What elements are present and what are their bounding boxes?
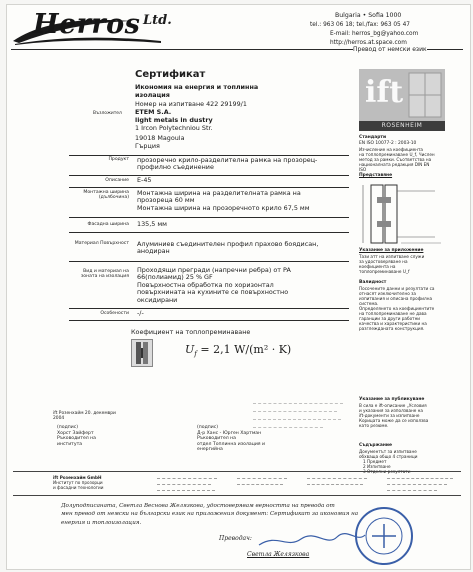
signatory-title: Ръководител на bbox=[197, 436, 236, 442]
field-label-facade: Фасадна ширина bbox=[87, 222, 129, 227]
ift-contents-line: Документът за изпитване bbox=[359, 449, 417, 454]
ift-standard-line: националната редакция DIN EN bbox=[359, 162, 430, 167]
field-value-facade: 135,5 мм bbox=[137, 220, 167, 228]
field-label-material: Материал Повърхност bbox=[74, 241, 129, 246]
formula-subscript: f bbox=[194, 350, 197, 359]
formula-symbol: U bbox=[185, 343, 195, 356]
ift-validity-text bbox=[359, 286, 434, 331]
ift-validity-line: гаранции за други работни bbox=[359, 316, 421, 321]
ift-standards-label: Стандарти bbox=[359, 135, 387, 140]
field-line: Монтажна ширина на разделителната рамка на bbox=[137, 189, 301, 197]
ift-publication-label: Указание за публикуване bbox=[359, 397, 425, 402]
company-logo bbox=[11, 11, 181, 45]
ift-validity-line: изпитвания и описана профилна bbox=[359, 296, 433, 301]
certificate-subtitle2: изолация bbox=[135, 91, 170, 99]
signatory-title: Ръководител на bbox=[57, 436, 96, 442]
ift-contents-line: 2 Изпитване bbox=[363, 464, 391, 469]
client-line: Гърция bbox=[135, 142, 160, 151]
translator-note bbox=[61, 502, 358, 527]
field-line: Проходящи прегради (напречни ребра) от PA bbox=[137, 266, 291, 274]
ift-usage-label: Указание за приложение bbox=[359, 248, 424, 253]
footer-rule bbox=[13, 471, 461, 472]
ift-standard-line: метод за рамки. Съответства на bbox=[359, 157, 432, 162]
ift-contents-line: 1 Предмет bbox=[363, 459, 387, 464]
ift-publication-line: и указания за използване на bbox=[359, 408, 423, 413]
client-block bbox=[135, 109, 213, 151]
ift-usage-line: коефициента на bbox=[359, 264, 396, 269]
field-label-insulation: Вид и материал на зоната на изолация bbox=[80, 269, 129, 280]
ift-validity-line: Определянето на коефициентите bbox=[359, 306, 435, 311]
client-label: Възложител bbox=[93, 111, 122, 116]
right-signature-block bbox=[197, 425, 265, 453]
footer-line: Институт по прозорци bbox=[53, 480, 103, 485]
table-rule bbox=[69, 187, 349, 188]
ift-validity-line: отнасят изключително за bbox=[359, 291, 416, 296]
field-label-description: Описание bbox=[105, 178, 129, 183]
table-rule bbox=[69, 308, 349, 309]
signatory-name: Д-р Ханс - Юрген Хартман bbox=[197, 430, 262, 436]
translator-note-line: мен превод от немски на български език на приложения документ: Сертификат за икономия на bbox=[61, 511, 359, 518]
field-line: анодиран bbox=[137, 247, 170, 256]
ift-usage-text bbox=[359, 254, 424, 274]
field-value-product bbox=[137, 157, 317, 172]
field-line: прозореца 60 мм bbox=[137, 196, 195, 205]
company-address-line1: Bulgaria • Sofia 1000 bbox=[335, 12, 402, 19]
ift-usage-line: за удостоверяване на bbox=[359, 259, 408, 264]
logo-text: Herros bbox=[33, 9, 141, 40]
field-line: оксидирани bbox=[137, 295, 178, 304]
field-value-insulation bbox=[137, 267, 291, 304]
field-line: повърхнината на кухините се повърхностно bbox=[137, 288, 289, 297]
signatory-title: института bbox=[57, 441, 83, 447]
table-rule bbox=[69, 320, 349, 321]
formula bbox=[185, 343, 291, 358]
field-value-mounting bbox=[137, 190, 310, 212]
faint-background-text bbox=[253, 397, 343, 437]
client-line: 1 Ircon Polytechniou Str. bbox=[135, 123, 213, 132]
field-line: Алуминиев съединителен профил прахово боядисан, bbox=[137, 240, 319, 248]
ift-validity-label: Валидност bbox=[359, 280, 387, 285]
signatory-name: Хорст Зайферт bbox=[57, 430, 94, 436]
field-line: Монтажна ширина на прозоречното крило 67,5 мм bbox=[137, 203, 310, 212]
table-rule bbox=[69, 175, 349, 176]
footer-rule bbox=[13, 495, 461, 496]
client-line: light metals in dustry bbox=[135, 115, 213, 124]
coefficient-title: Коефициент на топлопреминаване bbox=[131, 328, 251, 336]
ift-validity-line: система. bbox=[359, 301, 379, 306]
ift-logo bbox=[359, 69, 445, 121]
field-label-features: Особености bbox=[100, 311, 129, 316]
field-value-description: Е-45 bbox=[137, 176, 152, 184]
ift-standard-line: ISO bbox=[359, 167, 367, 172]
certificate-title: Сертификат bbox=[135, 69, 206, 80]
client-line: 19018 Magoula bbox=[135, 134, 185, 143]
footer-institute bbox=[53, 475, 103, 490]
company-website: http://herros.at.space.com bbox=[330, 40, 407, 46]
ift-publication-line: като резюме. bbox=[359, 423, 389, 428]
table-rule bbox=[69, 217, 349, 218]
certificate-page bbox=[6, 4, 471, 570]
ift-standard-desc bbox=[359, 147, 435, 172]
translator-name: Светла Желязкова bbox=[247, 551, 310, 558]
left-signature-block bbox=[57, 425, 96, 447]
formula-value: = 2,1 W/(m² · K) bbox=[200, 343, 292, 356]
translator-signature-icon bbox=[257, 531, 367, 551]
field-label-product: Продукт bbox=[108, 157, 129, 162]
ift-publication-line: ift-документи за изпитване bbox=[359, 413, 420, 418]
field-line: прозоречно крило-разделителна рамка на прозорец- bbox=[137, 156, 318, 164]
ift-standard-line: на топлопреминаване U_f, Числен bbox=[359, 152, 435, 157]
profile-cross-section-drawing bbox=[357, 181, 447, 247]
ift-publication-line: В сила е ift-описание „Условия bbox=[359, 403, 427, 408]
signatory-title: енергийна bbox=[197, 447, 223, 453]
ift-logo-sub: ROSENHEIM bbox=[359, 121, 445, 131]
field-line: 66(полиамид) 25 % GF bbox=[137, 273, 213, 282]
field-value-material bbox=[137, 241, 318, 256]
translator-label: Преводач: bbox=[219, 535, 252, 542]
profile-sample-image bbox=[131, 339, 153, 367]
field-line: Повърхностна обработка по хоризонтал bbox=[137, 280, 274, 289]
ift-usage-line: топлопреминаване U_f bbox=[359, 269, 410, 274]
company-email: E-mail: herros_bg@yahoo.com bbox=[330, 31, 419, 37]
ift-standard-line: Изчисление на коефициента bbox=[359, 147, 423, 152]
footer-line: и фасадни технологии bbox=[53, 485, 104, 490]
ift-publication-text bbox=[359, 403, 428, 428]
ift-validity-line: разглежданата конструкция. bbox=[359, 326, 425, 331]
signature-placeholder: (подпис) bbox=[197, 425, 219, 430]
ift-contents-line: обхваща общо 4 страници bbox=[359, 454, 418, 459]
field-value-features: -/- bbox=[137, 309, 144, 317]
place-date: ift Розенхайм 20. декември 2004 bbox=[53, 411, 116, 422]
table-rule bbox=[69, 232, 349, 233]
test-number: Номер на изпитване 422 29199/1 bbox=[135, 100, 247, 108]
field-label-mounting: Монтажна ширина (дълбочина) bbox=[83, 190, 129, 201]
ift-usage-line: Тази атт на изпитване служи bbox=[359, 254, 425, 259]
ift-validity-line: Посочените данни и резултати са bbox=[359, 286, 435, 291]
certificate-subtitle1: Икономия на енергия и топлинна bbox=[135, 83, 259, 91]
ift-representation-label: Представяне bbox=[359, 173, 393, 178]
ift-standard-value: EN ISO 10077-2 : 2003-10 bbox=[359, 141, 417, 146]
client-line: ETEM S.A. bbox=[135, 108, 172, 116]
frame-profile-icon bbox=[132, 340, 152, 366]
signatory-title: отдел Топлинна изолация и bbox=[197, 441, 266, 447]
ift-publication-line: Корицата може да се използва bbox=[359, 418, 429, 423]
footer-fine-print bbox=[157, 475, 457, 493]
table-rule bbox=[69, 261, 349, 262]
footer-line: ift Розенхайм GmbH bbox=[53, 475, 102, 480]
logo-suffix: Ltd. bbox=[143, 13, 172, 28]
translator-note-line: Долуподписаната, Светла Веснова Желязкова, удостоверявам верността на превода от bbox=[61, 503, 335, 509]
ift-validity-line: качества и характеристики на bbox=[359, 321, 427, 326]
translator-note-line: енергия и топлоизолация. bbox=[61, 519, 142, 526]
company-address-line2: tel.: 963 06 18; tel./fax: 963 05 47 bbox=[310, 22, 410, 28]
ift-logo-text: ift bbox=[365, 75, 404, 110]
field-line: профилно съединение bbox=[137, 163, 214, 172]
signature-placeholder: (подпис) bbox=[57, 425, 79, 430]
ift-validity-line: на топлопреминаване не дава bbox=[359, 311, 427, 316]
ift-contents-label: Съдържание bbox=[359, 443, 392, 448]
translation-note: Превод от немски език bbox=[353, 46, 427, 53]
